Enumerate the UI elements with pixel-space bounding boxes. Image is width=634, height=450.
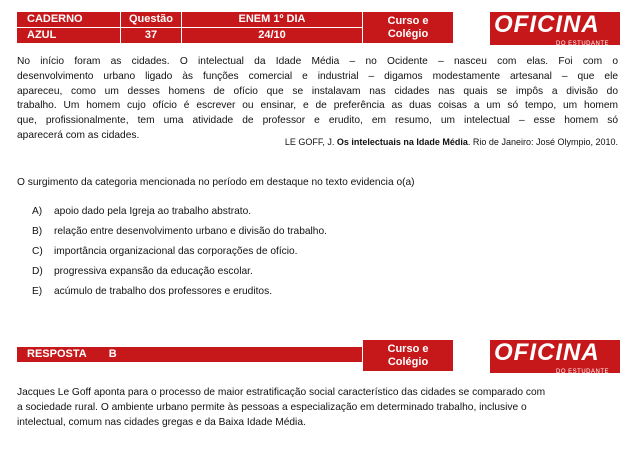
passage-line: trabalho. Um homem cujo ofício é escrever ou ensinar, e de preferência as duas coisas a um só tempo, um homem xyxy=(17,100,618,112)
citation-title: Os intelectuais na Idade Média xyxy=(336,137,468,147)
passage-line: No início foram as cidades. O intelectual da Idade Média – no Ocidente – nasceu com elas. Foi com o xyxy=(17,56,618,67)
option-b[interactable] xyxy=(32,225,327,239)
citation-rest: . Rio de Janeiro: José Olympio, 2010. xyxy=(467,137,618,147)
option-e[interactable] xyxy=(32,285,272,299)
option-text: acúmulo de trabalho dos professores e eruditos. xyxy=(54,286,273,297)
option-text: apoio dado pela Igreja ao trabalho abstrato. xyxy=(54,206,252,217)
curso-line: Curso e xyxy=(387,342,429,355)
curso-colegio-label xyxy=(363,12,453,43)
question-stem: O surgimento da categoria mencionada no período em destaque no texto evidencia o(a) xyxy=(17,177,415,188)
option-text: progressiva expansão da educação escolar. xyxy=(54,266,253,277)
questao-value: 37 xyxy=(121,28,181,43)
option-letter: E) xyxy=(32,286,43,297)
answer-explanation xyxy=(17,386,618,430)
colegio-line: Colégio xyxy=(387,27,429,40)
logo-text: OFICINA xyxy=(494,339,600,366)
exam-label: ENEM 1º DIA xyxy=(182,12,362,27)
option-text: importância organizacional das corporações de ofício. xyxy=(54,246,298,257)
option-letter: D) xyxy=(32,266,43,277)
colegio-line: Colégio xyxy=(387,355,429,368)
passage-line: apareceu, como um desses homens de ofício que se instalavam nas cidades nas quais se impôs a divisão do xyxy=(17,85,618,97)
answer-line: intelectual, comum nas cidades gregas e da Baixa Idade Média. xyxy=(17,416,306,428)
logo-text: OFICINA xyxy=(494,11,600,38)
answer-line: Jacques Le Goff aponta para o processo de maior estratificação social característico das cidades se comparado com xyxy=(17,387,546,398)
option-letter: A) xyxy=(32,206,43,217)
passage-line: aparecerá com as cidades. xyxy=(17,129,140,141)
answer-header xyxy=(17,347,362,362)
caderno-label: CADERNO xyxy=(17,12,120,27)
option-d[interactable] xyxy=(32,265,253,279)
passage-line: que, profissionalmente, tem uma atividade de professor e erudito, em resumo, um intelectual – esse homem só xyxy=(17,115,618,127)
answer-value: B xyxy=(108,348,117,360)
oficina-logo-2 xyxy=(490,340,620,373)
passage-line: desenvolvimento urbano ligado às funções comercial e industrial – digamos modestamente artesanal – que ele xyxy=(17,70,618,82)
option-text: relação entre desenvolvimento urbano e divisão do trabalho. xyxy=(54,226,327,237)
caderno-value: AZUL xyxy=(17,28,120,43)
answer-label: RESPOSTA xyxy=(27,348,87,360)
logo-subtitle: DO ESTUDANTE xyxy=(556,41,610,47)
curso-colegio-label-2 xyxy=(363,340,453,371)
answer-line: a sociedade rural. O ambiente urbano permite às pessoas a especialização em determinado trabalho, inclusive o xyxy=(17,401,527,413)
passage xyxy=(17,55,618,144)
citation xyxy=(285,137,618,147)
exam-date: 24/10 xyxy=(182,28,362,43)
curso-line: Curso e xyxy=(387,14,429,27)
option-c[interactable] xyxy=(32,245,298,259)
option-a[interactable] xyxy=(32,205,251,219)
option-letter: B) xyxy=(32,226,43,237)
oficina-logo xyxy=(490,12,620,45)
logo-subtitle: DO ESTUDANTE xyxy=(556,369,610,375)
questao-label: Questão xyxy=(121,12,181,27)
option-letter: C) xyxy=(32,246,43,257)
citation-author: LE GOFF, J. xyxy=(284,137,337,147)
